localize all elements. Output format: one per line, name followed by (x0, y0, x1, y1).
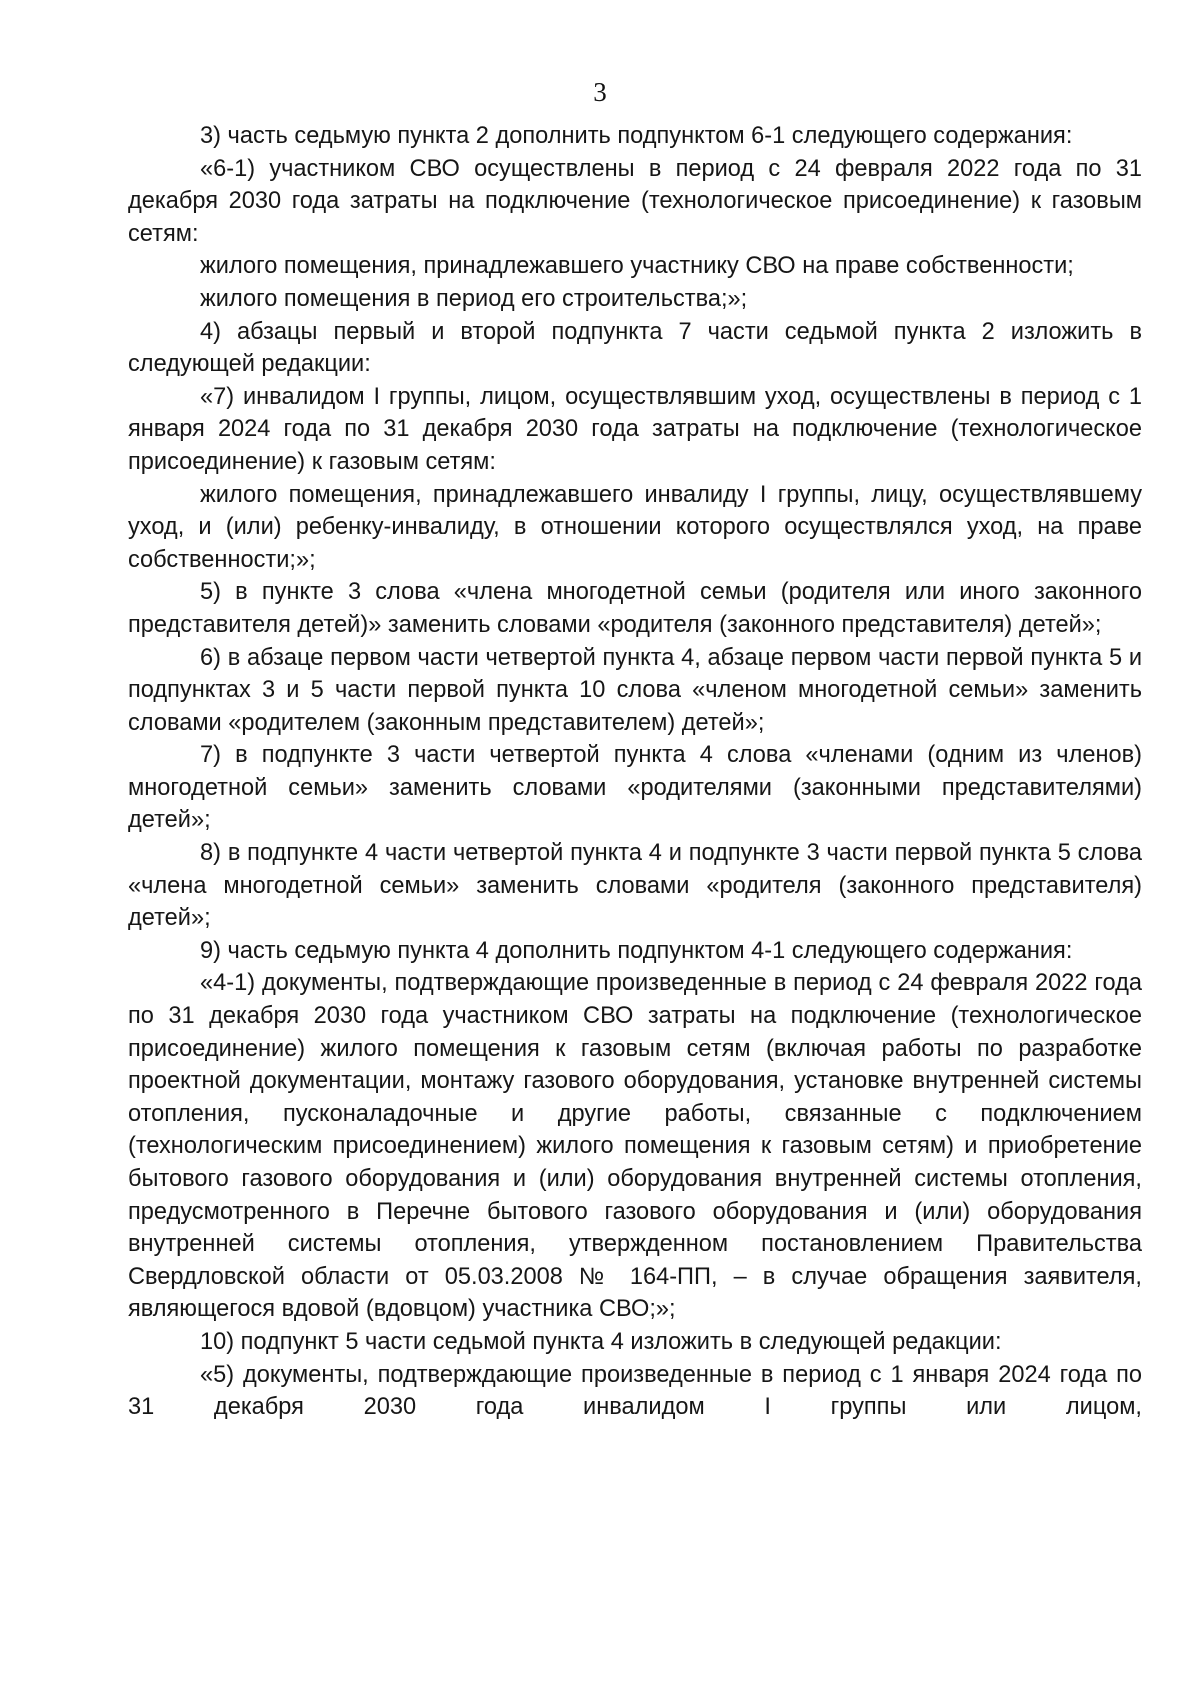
paragraph: 7) в подпункте 3 части четвертой пункта 4 слова «членами (одним из членов) многодетной семьи» заменить словами «родителями (законными представителями) детей»; (128, 742, 1142, 834)
paragraph: 10) подпункт 5 части седьмой пункта 4 изложить в следующей редакции: (200, 1328, 1002, 1355)
paragraph: 8) в подпункте 4 части четвертой пункта 4 и подпункте 3 части первой пункта 5 слова «члена многодетной семьи» заменить словами «родителя (законного представителя) детей»; (128, 840, 1142, 932)
paragraph: жилого помещения в период его строительства;»; (200, 285, 748, 312)
paragraph: 4) абзацы первый и второй подпункта 7 части седьмой пункта 2 изложить в следующей редакции: (128, 318, 1142, 378)
paragraph: 3) часть седьмую пункта 2 дополнить подпунктом 6-1 следующего содержания: (200, 123, 1073, 149)
paragraph: «6-1) участником СВО осуществлены в период с 24 февраля 2022 года по 31 декабря 2030 года затраты на подключение (технологическое присоединение) к газовым сетям: (128, 155, 1142, 247)
paragraph: жилого помещения, принадлежавшего инвалиду I группы, лицу, осуществлявшему уход, и (или) ребенку-инвалиду, в отношении которого осуществлялся уход, на праве собственности;»; (128, 481, 1142, 573)
paragraph: «5) документы, подтверждающие произведенные в период с 1 января 2024 года по 31 декабря 2030 года инвалидом I группы или лицом, (128, 1361, 1142, 1421)
paragraph: «4-1) документы, подтверждающие произведенные в период с 24 февраля 2022 года по 31 декабря 2030 года участником СВО затраты на подключение (технологическое присоединение) жилого помещения к газовым сетям (включая работы по разработке проектной документации, монтажу газового оборудования, установке внутренней системы отопления, пусконаладочные и другие работы, связанные с подключением (технологическим присоединением) жилого помещения к газовым сетям) и приобретение бытового газового оборудования и (или) оборудования внутренней системы отопления, предусмотренного в Перечне бытового газового оборудования и (или) оборудования внутренней системы отопления, утвержденном постановлением Правительства Свердловской области от 05.03.2008 № 164-ПП, – в случае обращения заявителя, являющегося вдовой (вдовцом) участника СВО;»; (128, 970, 1142, 1323)
paragraph: «7) инвалидом I группы, лицом, осуществлявшим уход, осуществлены в период с 1 января 2024 года по 31 декабря 2030 года затраты на подключение (технологическое присоединение) к газовым сетям: (128, 383, 1142, 475)
page-number: 3 (593, 77, 607, 107)
paragraph: жилого помещения, принадлежавшего участнику СВО на праве собственности; (200, 253, 1074, 280)
paragraph: 9) часть седьмую пункта 4 дополнить подпунктом 4-1 следующего содержания: (200, 937, 1073, 964)
document-body (128, 120, 1142, 1424)
paragraph: 5) в пункте 3 слова «члена многодетной семьи (родителя или иного законного представителя детей)» заменить словами «родителя (законного представителя) детей»; (128, 579, 1142, 638)
paragraph: 6) в абзаце первом части четвертой пункта 4, абзаце первом части первой пункта 5 и подпунктах 3 и 5 части первой пункта 10 слова «членом многодетной семьи» заменить словами «родителем (законным представителем) детей»; (128, 644, 1142, 736)
